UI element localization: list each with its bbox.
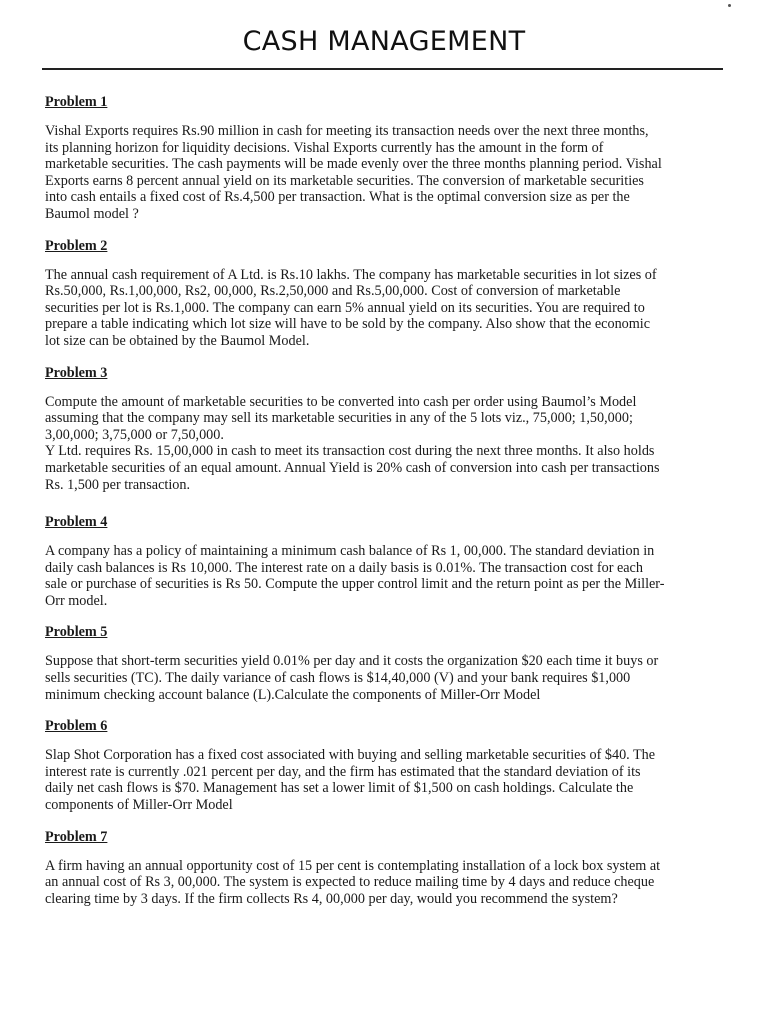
scan-speck [728, 4, 731, 7]
problem-text [45, 123, 725, 223]
problem-text-line: assuming that the company may sell its marketable securities in any of the 5 lots viz., 75,000; 1,50,000; [45, 410, 633, 427]
problem-text-line: minimum checking account balance (L).Calculate the components of Miller-Orr Model [45, 686, 541, 703]
problem-text-line: marketable securities of an equal amount. Annual Yield is 20% cash of conversion into cash per transactions [45, 459, 660, 476]
problem-text-line: 3,00,000; 3,75,000 or 7,50,000. [45, 426, 224, 443]
problem-heading: Problem 3 [45, 364, 108, 381]
problem-text-line: Y Ltd. requires Rs. 15,00,000 in cash to meet its transaction cost during the next three months. It also holds [45, 443, 655, 460]
problem-text [45, 394, 725, 494]
problem-section-1 [45, 94, 725, 223]
problem-text-line: Vishal Exports requires Rs.90 million in cash for meeting its transaction needs over the next three months, [45, 123, 649, 139]
problem-text-line: Rs. 1,500 per transaction. [45, 476, 190, 493]
problem-text [45, 653, 725, 703]
problem-text-line: Rs.50,000, Rs.1,00,000, Rs2, 00,000, Rs.2,50,000 and Rs.5,00,000. Cost of conversion of marketable [45, 283, 621, 300]
problem-text [45, 858, 725, 908]
problem-text-line: interest rate is currently .021 percent per day, and the firm has estimated that the standard deviation of its [45, 763, 641, 780]
problem-text-line: marketable securities. The cash payments will be made evenly over the three months planning period. Vishal [45, 156, 662, 173]
problem-text [45, 747, 725, 813]
problem-section-3 [45, 365, 725, 494]
problem-text-line: securities per lot is Rs.1,000. The company can earn 5% annual yield on its securities. You are required to [45, 299, 645, 316]
problem-text-line: sells securities (TC). The daily variance of cash flows is $14,40,000 (V) and your bank requires $1,000 [45, 670, 631, 687]
problem-heading: Problem 1 [45, 94, 108, 110]
problem-text-line: its planning horizon for liquidity decisions. Vishal Exports currently has the amount in the form of [45, 139, 604, 156]
problem-text-line: A company has a policy of maintaining a minimum cash balance of Rs 1, 00,000. The standard deviation in [45, 543, 655, 560]
problem-section-4 [45, 514, 725, 609]
problem-section-7 [45, 829, 725, 908]
problem-section-5 [45, 624, 725, 703]
problem-text-line: Exports earns 8 percent annual yield on its marketable securities. The conversion of marketable securities [45, 172, 644, 189]
problem-text-line: Slap Shot Corporation has a fixed cost associated with buying and selling marketable securities of $40. The [45, 747, 656, 764]
problem-text-line: an annual cost of Rs 3, 00,000. The system is expected to reduce mailing time by 4 days and reduce cheque [45, 874, 655, 891]
problem-text-line: lot size can be obtained by the Baumol Model. [45, 332, 310, 349]
page-title: CASH MANAGEMENT [242, 26, 526, 57]
problem-text-line: Suppose that short-term securities yield 0.01% per day and it costs the organization $20 each time it buys or [45, 653, 659, 670]
problem-section-2 [45, 238, 725, 350]
problem-heading: Problem 2 [45, 237, 108, 254]
problem-text-line: components of Miller-Orr Model [45, 797, 233, 814]
problem-text-line: into cash entails a fixed cost of Rs.4,500 per transaction. What is the optimal conversion size as per the [45, 189, 630, 206]
problem-text-line: Orr model. [45, 592, 108, 609]
problem-heading: Problem 5 [45, 624, 108, 641]
title-underline-rule [42, 68, 723, 70]
problem-text [45, 543, 725, 609]
problem-heading: Problem 7 [45, 828, 108, 845]
problem-heading: Problem 4 [45, 514, 108, 531]
problem-heading: Problem 6 [45, 718, 108, 735]
problem-text-line: daily cash balances is Rs 10,000. The interest rate on a daily basis is 0.01%. The transaction cost for each [45, 559, 643, 576]
problem-text-line: daily net cash flows is $70. Management has set a lower limit of $1,500 on cash holdings. Calculate the [45, 780, 634, 797]
problem-text-line: Compute the amount of marketable securities to be converted into cash per order using Baumol’s Model [45, 393, 637, 410]
problem-text-line: sale or purchase of securities is Rs 50. Compute the upper control limit and the return point as per the Miller- [45, 576, 665, 593]
problem-list [45, 94, 725, 907]
problem-text-line: clearing time by 3 days. If the firm collects Rs 4, 00,000 per day, would you recommend the system? [45, 890, 618, 907]
problem-text-line: prepare a table indicating which lot size will have to be sold by the company. Also show that the economic [45, 316, 651, 333]
problem-text-line: A firm having an annual opportunity cost of 15 per cent is contemplating installation of a lock box system at [45, 857, 661, 874]
problem-text [45, 267, 725, 350]
problem-section-6 [45, 718, 725, 813]
problem-text-line: The annual cash requirement of A Ltd. is Rs.10 lakhs. The company has marketable securities in lot sizes of [45, 266, 657, 283]
problem-text-line: Baumol model ? [45, 205, 139, 222]
